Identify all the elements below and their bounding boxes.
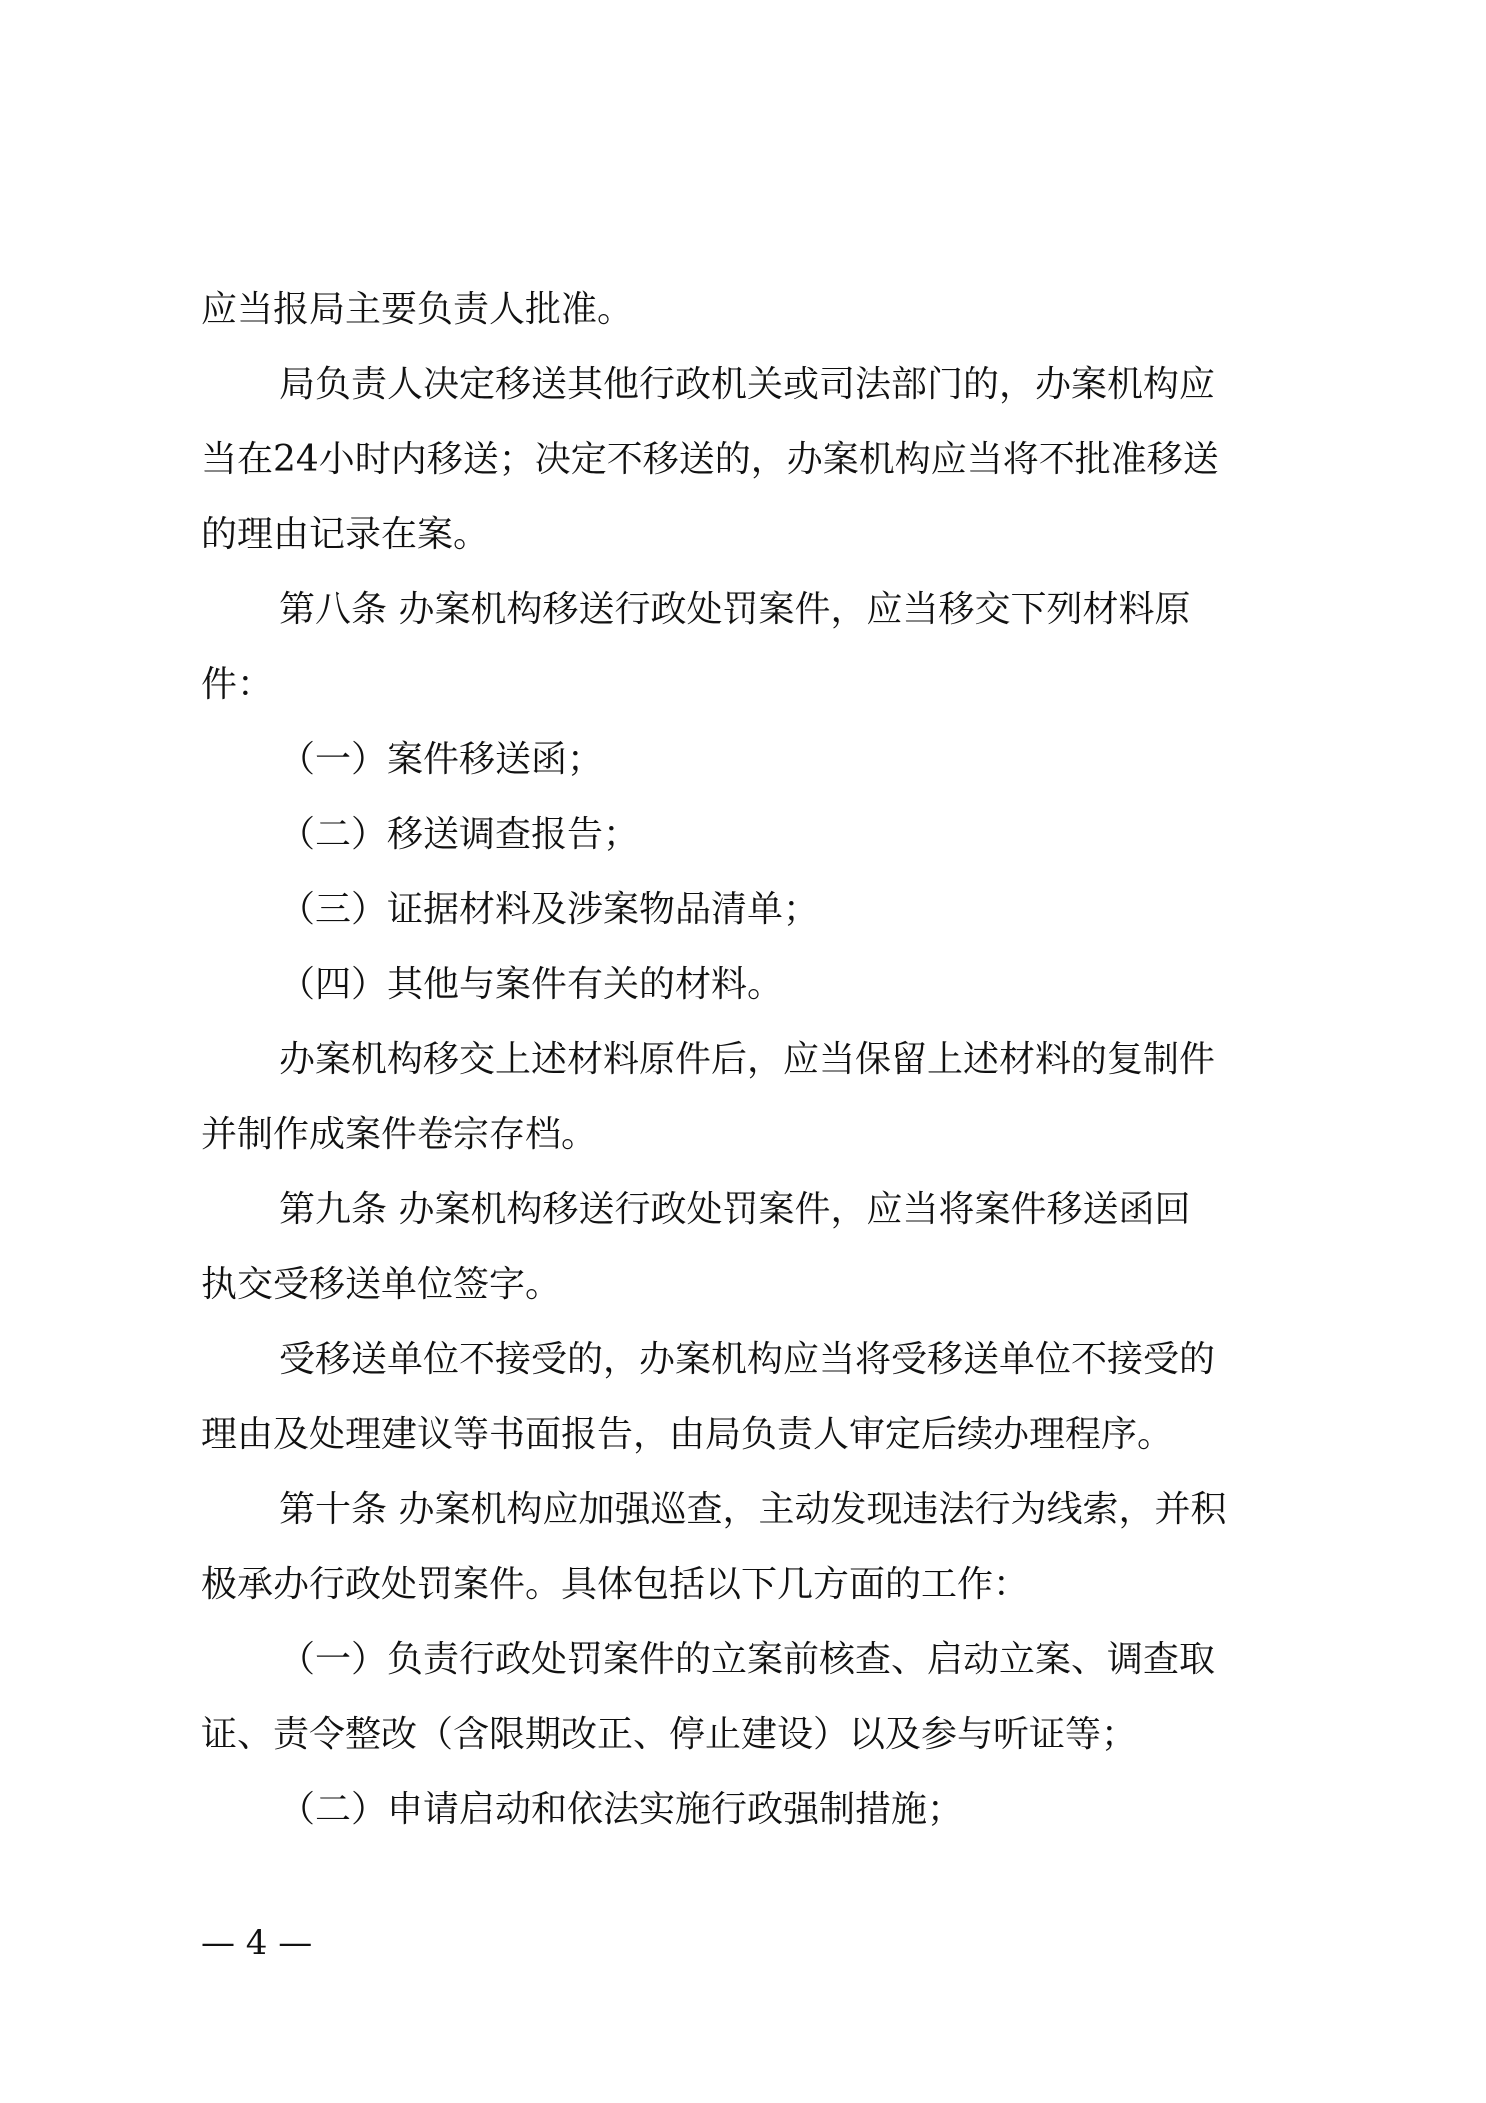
text-line: 应当报局主要负责人批准。: [201, 289, 634, 330]
text-line: 执交受移送单位签字。: [201, 1264, 562, 1305]
text-line: 理由及处理建议等书面报告，由局负责人审定后续办理程序。: [201, 1414, 1174, 1455]
article-8-heading-line: 第八条 办案机构移送行政处罚案件，应当移交下列材料原: [279, 589, 1191, 630]
list-item: （一）案件移送函；: [279, 739, 604, 780]
body-text: [201, 272, 1306, 1847]
text-line: 的理由记录在案。: [201, 514, 490, 555]
list-item: （三）证据材料及涉案物品清单；: [279, 889, 820, 930]
text-line: 件：: [201, 664, 274, 705]
text-line: 受移送单位不接受的，办案机构应当将受移送单位不接受的: [279, 1339, 1216, 1380]
list-item: （二）申请启动和依法实施行政强制措施；: [279, 1789, 964, 1830]
list-item: （四）其他与案件有关的材料。: [279, 964, 784, 1005]
text-line: 局负责人决定移送其他行政机关或司法部门的，办案机构应: [279, 364, 1216, 405]
text-line: 办案机构移交上述材料原件后，应当保留上述材料的复制件: [279, 1039, 1216, 1080]
text-line: 当在24小时内移送；决定不移送的，办案机构应当将不批准移送: [201, 439, 1219, 480]
list-item: （二）移送调查报告；: [279, 814, 640, 855]
text-line: 极承办行政处罚案件。具体包括以下几方面的工作：: [201, 1564, 1030, 1605]
page-number: — 4 —: [201, 1923, 313, 1963]
text-line: 并制作成案件卷宗存档。: [201, 1114, 598, 1155]
article-10-heading-line: 第十条 办案机构应加强巡查，主动发现违法行为线索，并积: [279, 1489, 1227, 1530]
text-line: 证、责令整改（含限期改正、停止建设）以及参与听证等；: [201, 1714, 1138, 1755]
article-9-heading-line: 第九条 办案机构移送行政处罚案件，应当将案件移送函回: [279, 1189, 1191, 1230]
list-item: （一）负责行政处罚案件的立案前核查、启动立案、调查取: [279, 1639, 1216, 1680]
